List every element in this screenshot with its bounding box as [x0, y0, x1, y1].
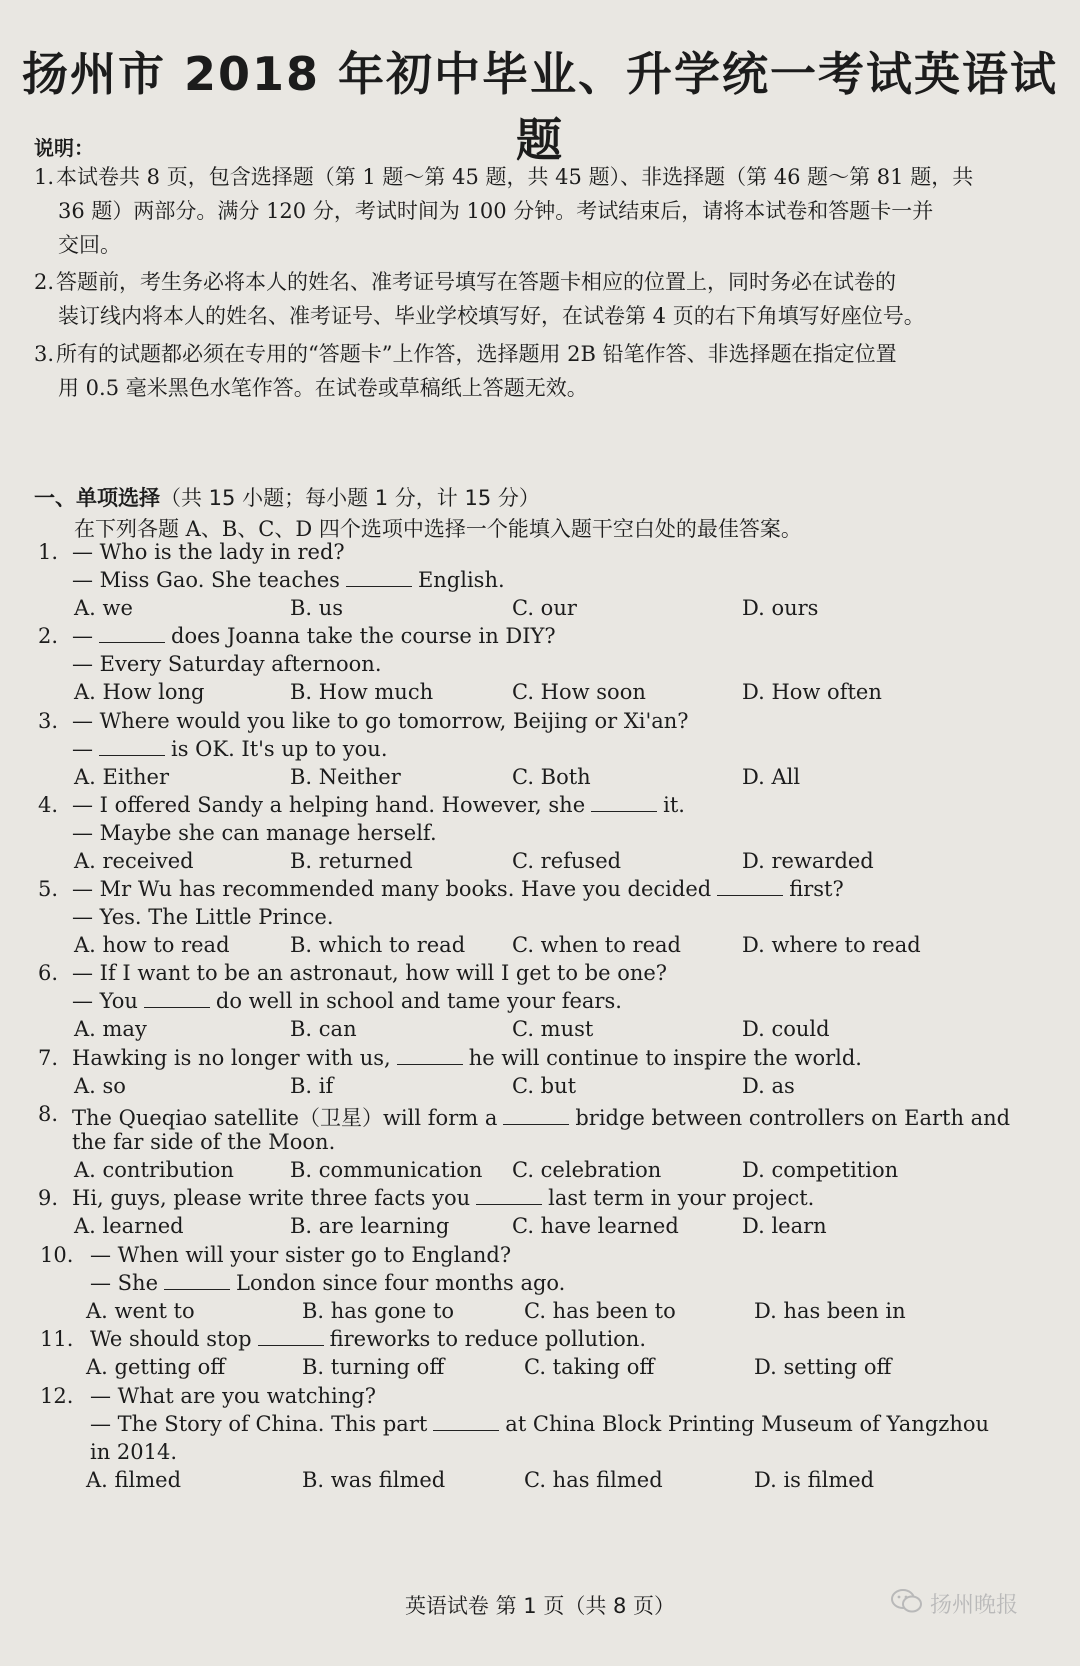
option-d: D. How often [742, 680, 882, 704]
watermark-text: 扬州晚报 [930, 1593, 1019, 1618]
option-b: B. which to read [290, 933, 466, 957]
question-number: 9. [38, 1186, 59, 1210]
question-text: — I offered Sandy a helping hand. However, she [72, 793, 586, 817]
option-c: C. celebration [512, 1158, 662, 1182]
option-a: A. we [74, 596, 133, 620]
answer-blank [99, 737, 165, 756]
question-line [72, 540, 345, 564]
question-text: The Queqiao satellite（卫星）will form a [72, 1106, 498, 1130]
question-text: — The Story of China. This part [90, 1412, 428, 1436]
option-d: D. rewarded [742, 849, 874, 873]
question-line [72, 1046, 862, 1070]
question-text: — What are you watching? [90, 1384, 376, 1408]
question-text: does Joanna take the course in DIY? [171, 624, 556, 648]
note-number: 2. [34, 270, 55, 294]
option-d: D. could [742, 1017, 830, 1041]
option-c: C. have learned [512, 1214, 679, 1238]
question-text: — Maybe she can manage herself. [72, 821, 437, 845]
question-line [72, 1186, 814, 1210]
question-number: 6. [38, 961, 59, 985]
answer-blank [258, 1327, 324, 1346]
question-text: it. [663, 793, 685, 817]
question-number: 8. [38, 1102, 59, 1126]
option-c: C. has been to [524, 1299, 676, 1323]
question-text: is OK. It's up to you. [171, 737, 388, 761]
question-text: English. [417, 568, 505, 592]
question-line [72, 1102, 1010, 1132]
question-line [90, 1243, 511, 1267]
question-text: do well in school and tame your fears. [215, 989, 622, 1013]
answer-blank [99, 624, 165, 643]
note-line: 用 0.5 毫米黑色水笔作答。在试卷或草稿纸上答题无效。 [58, 376, 588, 400]
option-d: D. has been in [754, 1299, 906, 1323]
question-text: — Yes. The Little Prince. [72, 905, 334, 929]
answer-blank [346, 568, 412, 587]
question-number: 5. [38, 877, 59, 901]
option-a: A. learned [74, 1214, 184, 1238]
answer-blank [476, 1186, 542, 1205]
option-b: B. are learning [290, 1214, 450, 1238]
option-c: C. has filmed [524, 1468, 663, 1492]
question-line [72, 709, 689, 733]
option-c: C. our [512, 596, 577, 620]
option-a: A. so [74, 1074, 126, 1098]
question-line [72, 877, 844, 901]
option-d: D. All [742, 765, 801, 789]
question-line [72, 961, 667, 985]
option-b: B. Neither [290, 765, 401, 789]
answer-blank [591, 793, 657, 812]
question-text: — Where would you like to go tomorrow, Beijing or Xi'an? [72, 709, 689, 733]
question-text: Hi, guys, please write three facts you [72, 1186, 471, 1210]
question-number: 1. [38, 540, 59, 564]
section-heading [34, 482, 540, 512]
question-line [72, 989, 622, 1013]
option-d: D. as [742, 1074, 795, 1098]
option-c: C. must [512, 1017, 594, 1041]
question-line [72, 737, 388, 761]
question-line [90, 1327, 646, 1351]
question-text: — [72, 624, 93, 648]
answer-blank [503, 1106, 569, 1125]
option-a: A. How long [74, 680, 205, 704]
question-text: We should stop [90, 1327, 252, 1351]
option-b: B. if [290, 1074, 334, 1098]
option-b: B. can [290, 1017, 357, 1041]
question-number: 2. [38, 624, 59, 648]
option-b: B. How much [290, 680, 434, 704]
question-number: 4. [38, 793, 59, 817]
note-line: 答题前，考生务必将本人的姓名、准考证号填写在答题卡相应的位置上，同时务必在试卷的 [56, 270, 896, 294]
option-a: A. how to read [74, 933, 230, 957]
option-c: C. when to read [512, 933, 681, 957]
page-footer: 英语试卷 第 1 页（共 8 页） [404, 1594, 676, 1618]
question-text: Hawking is no longer with us, [72, 1046, 391, 1070]
option-b: B. has gone to [302, 1299, 455, 1323]
page-title: 扬州市 2018 年初中毕业、升学统一考试英语试题 [21, 47, 1059, 167]
question-line [72, 1130, 335, 1154]
option-b: B. turning off [302, 1355, 445, 1379]
question-text: London since four months ago. [236, 1271, 566, 1295]
option-a: A. Either [74, 765, 169, 789]
question-line [90, 1412, 989, 1436]
option-d: D. ours [742, 596, 819, 620]
question-text: — Who is the lady in red? [72, 540, 345, 564]
option-b: B. was filmed [302, 1468, 446, 1492]
note-line: 交回。 [58, 233, 121, 257]
question-line [72, 821, 437, 845]
question-number: 3. [38, 709, 59, 733]
question-text: — Every Saturday afternoon. [72, 652, 382, 676]
option-d: D. is filmed [754, 1468, 875, 1492]
option-c: C. taking off [524, 1355, 655, 1379]
option-a: A. getting off [86, 1355, 226, 1379]
question-line [90, 1271, 565, 1295]
question-text: — [72, 737, 93, 761]
question-text: at China Block Printing Museum of Yangzhou [505, 1412, 990, 1436]
note-2 [34, 265, 1044, 333]
section-instruction: 在下列各题 A、B、C、D 四个选项中选择一个能填入题干空白处的最佳答案。 [74, 517, 802, 541]
option-b: B. returned [290, 849, 413, 873]
option-c: C. refused [512, 849, 622, 873]
wechat-icon [890, 1588, 924, 1614]
note-line: 36 题）两部分。满分 120 分，考试时间为 100 分钟。考试结束后，请将本试卷和答题卡一并 [58, 199, 934, 223]
option-a: A. contribution [74, 1158, 234, 1182]
option-a: A. went to [86, 1299, 195, 1323]
question-text: — Mr Wu has recommended many books. Have you decided [72, 877, 712, 901]
question-line [72, 652, 382, 676]
answer-blank [433, 1412, 499, 1431]
answer-blank [397, 1046, 463, 1065]
question-text: — When will your sister go to England? [90, 1243, 512, 1267]
answer-blank [717, 877, 783, 896]
question-line [90, 1440, 177, 1464]
question-text: last term in your project. [548, 1186, 815, 1210]
question-line [72, 568, 505, 592]
question-number: 11. [40, 1327, 74, 1351]
option-a: A. may [74, 1017, 147, 1041]
note-1 [34, 160, 1044, 262]
question-text: — Miss Gao. She teaches [72, 568, 340, 592]
question-number: 7. [38, 1046, 59, 1070]
note-line: 所有的试题都必须在专用的“答题卡”上作答，选择题用 2B 铅笔作答、非选择题在指定位置 [56, 342, 897, 366]
option-a: A. received [74, 849, 194, 873]
question-text: fireworks to reduce pollution. [329, 1327, 646, 1351]
option-b: B. us [290, 596, 344, 620]
option-b: B. communication [290, 1158, 483, 1182]
section-title: 一、单项选择 [34, 486, 160, 510]
question-number: 12. [40, 1384, 74, 1408]
answer-blank [144, 989, 210, 1008]
question-text: bridge between controllers on Earth and [575, 1106, 1011, 1130]
option-d: D. setting off [754, 1355, 892, 1379]
option-c: C. but [512, 1074, 577, 1098]
note-3 [34, 337, 1044, 405]
question-line [90, 1384, 376, 1408]
question-line [72, 905, 334, 929]
option-c: C. How soon [512, 680, 646, 704]
question-line [72, 793, 685, 817]
option-d: D. competition [742, 1158, 899, 1182]
answer-blank [164, 1271, 230, 1290]
question-number: 10. [40, 1243, 74, 1267]
note-number: 1. [34, 165, 55, 189]
note-number: 3. [34, 342, 55, 366]
question-text: in 2014. [90, 1440, 178, 1464]
note-line: 本试卷共 8 页，包含选择题（第 1 题～第 45 题，共 45 题）、非选择题（第 46 题～第 81 题，共 [56, 165, 974, 189]
question-text: — You [72, 989, 138, 1013]
question-text: — If I want to be an astronaut, how will I get to be one? [72, 961, 668, 985]
question-line [72, 624, 556, 648]
note-line: 装订线内将本人的姓名、准考证号、毕业学校填写好，在试卷第 4 页的右下角填写好座位号。 [58, 304, 925, 328]
option-d: D. where to read [742, 933, 921, 957]
question-text: — She [90, 1271, 159, 1295]
question-text: he will continue to inspire the world. [468, 1046, 862, 1070]
option-d: D. learn [742, 1214, 827, 1238]
notes-heading: 说明： [34, 136, 94, 160]
option-c: C. Both [512, 765, 591, 789]
question-text: the far side of the Moon. [72, 1130, 336, 1154]
section-scoring: （共 15 小题；每小题 1 分，计 15 分） [160, 486, 540, 510]
question-text: first? [789, 877, 844, 901]
option-a: A. filmed [86, 1468, 182, 1492]
